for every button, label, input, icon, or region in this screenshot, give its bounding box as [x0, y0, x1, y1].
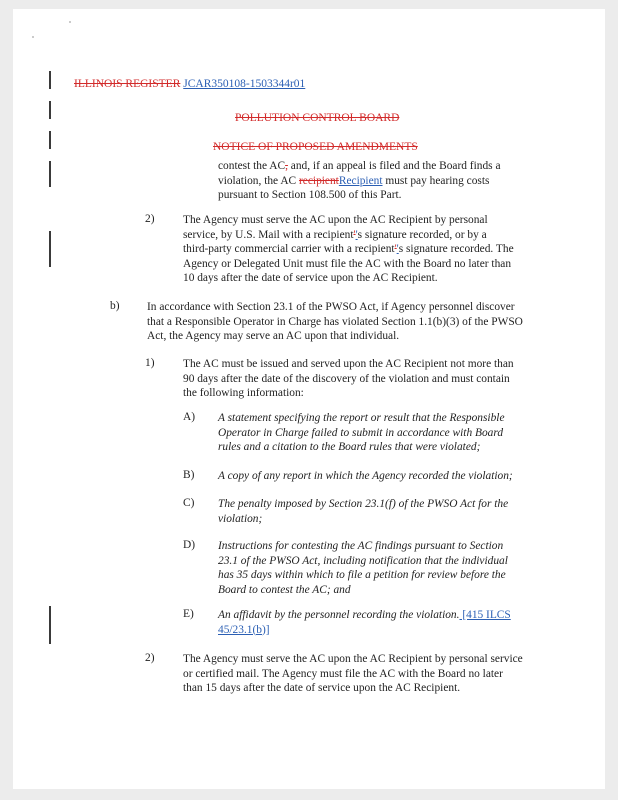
item-label: 2): [145, 213, 155, 225]
text-line: service, by U.S. Mail with a recipient''s signature recorded, or by a: [183, 228, 487, 241]
notice-header: NOTICE OF PROPOSED AMENDMENTS: [213, 141, 418, 153]
board-header: POLLUTION CONTROL BOARD: [235, 112, 400, 124]
text-line: The penalty imposed by Section 23.1(f) of the PWSO Act for the: [218, 498, 509, 510]
text-line: violation;: [218, 512, 263, 525]
text-line: pursuant to Section 108.500 of this Part.: [218, 189, 402, 202]
item-label: 2): [145, 652, 155, 664]
text-line: 90 days after the date of the discovery of the violation and must contain: [183, 372, 510, 385]
scan-speck: [69, 21, 71, 23]
sub-e-paragraph: [218, 608, 588, 637]
deleted-text: ILLINOIS REGISTER: [74, 78, 181, 90]
text-line: Agency or Delegated Unit must file the AC with the Board no later than: [183, 257, 512, 270]
text-line: The Agency must serve the AC upon the AC Recipient by personal: [183, 214, 488, 226]
text-line: the following information:: [183, 387, 304, 400]
text-line: violation, the AC recipientRecipient must pay hearing costs: [218, 174, 490, 187]
change-bar: [49, 231, 51, 267]
item-label: A): [183, 411, 196, 423]
item-b2-paragraph: [183, 652, 603, 696]
item-label: D): [183, 539, 196, 551]
text-line: An affidavit by the personnel recording the violation. [415 ILCS: [218, 609, 511, 621]
document-page: [13, 9, 605, 789]
change-bar: [49, 101, 51, 119]
text-line: 23.1 of the PWSO Act, including notification that the individual: [218, 554, 508, 567]
continuation-paragraph: [218, 159, 578, 203]
item-b-paragraph: [147, 300, 597, 344]
item-b1-paragraph: [183, 357, 593, 401]
sub-a-paragraph: [218, 411, 588, 455]
text-line: third-party commercial carrier with a recipient''s signature recorded. The: [183, 243, 514, 256]
item-label: 1): [145, 357, 155, 369]
text-line: has 35 days within which to file a petition for review before the: [218, 569, 506, 582]
inserted-text[interactable]: JCAR350108-1503344r01: [183, 78, 306, 90]
text-line: The AC must be issued and served upon the AC Recipient not more than: [183, 358, 514, 370]
item-label: E): [183, 608, 194, 620]
change-bar: [49, 71, 51, 89]
text-line: The Agency must serve the AC upon the AC Recipient by personal service: [183, 653, 523, 665]
inserted-text: 45/23.1(b)]: [218, 623, 270, 636]
text-line: Act, the Agency may serve an AC upon that individual.: [147, 330, 400, 343]
text-line: than 15 days after the date of service upon the AC Recipient.: [183, 682, 461, 695]
text-line: Operator in Charge failed to submit in accordance with Board: [218, 426, 504, 439]
text-line: rules and a citation to the Board rules that were violated;: [218, 441, 481, 454]
text-line: Board to contest the AC; and: [218, 583, 351, 596]
inserted-text: [415 ILCS: [459, 609, 511, 621]
change-bar: [49, 606, 51, 644]
scan-speck: [32, 36, 34, 38]
sub-b-paragraph: [218, 469, 593, 484]
register-header: [74, 78, 305, 90]
text-line: 10 days after the date of service upon the AC Recipient.: [183, 272, 438, 285]
text-line: contest the AC, and, if an appeal is filed and the Board finds a: [218, 160, 501, 172]
deleted-text: recipient: [299, 174, 339, 187]
text-line: In accordance with Section 23.1 of the PWSO Act, if Agency personnel discover: [147, 301, 515, 313]
change-bar: [49, 131, 51, 149]
text-line: that a Responsible Operator in Charge has violated Section 1.1(b)(3) of the PWSO: [147, 315, 523, 328]
text-line: Instructions for contesting the AC findings pursuant to Section: [218, 540, 504, 552]
sub-c-paragraph: [218, 497, 588, 526]
sub-d-paragraph: [218, 539, 588, 597]
inserted-text: Recipient: [338, 174, 383, 187]
text-line: A statement specifying the report or result that the Responsible: [218, 412, 505, 424]
text-line: or certified mail. The Agency must file the AC with the Board no later: [183, 667, 503, 680]
item-a2-paragraph: [183, 213, 593, 286]
text-line: A copy of any report in which the Agency recorded the violation;: [218, 470, 513, 482]
item-label: C): [183, 497, 195, 509]
item-label: B): [183, 469, 195, 481]
item-label: b): [110, 300, 120, 312]
change-bar: [49, 161, 51, 187]
